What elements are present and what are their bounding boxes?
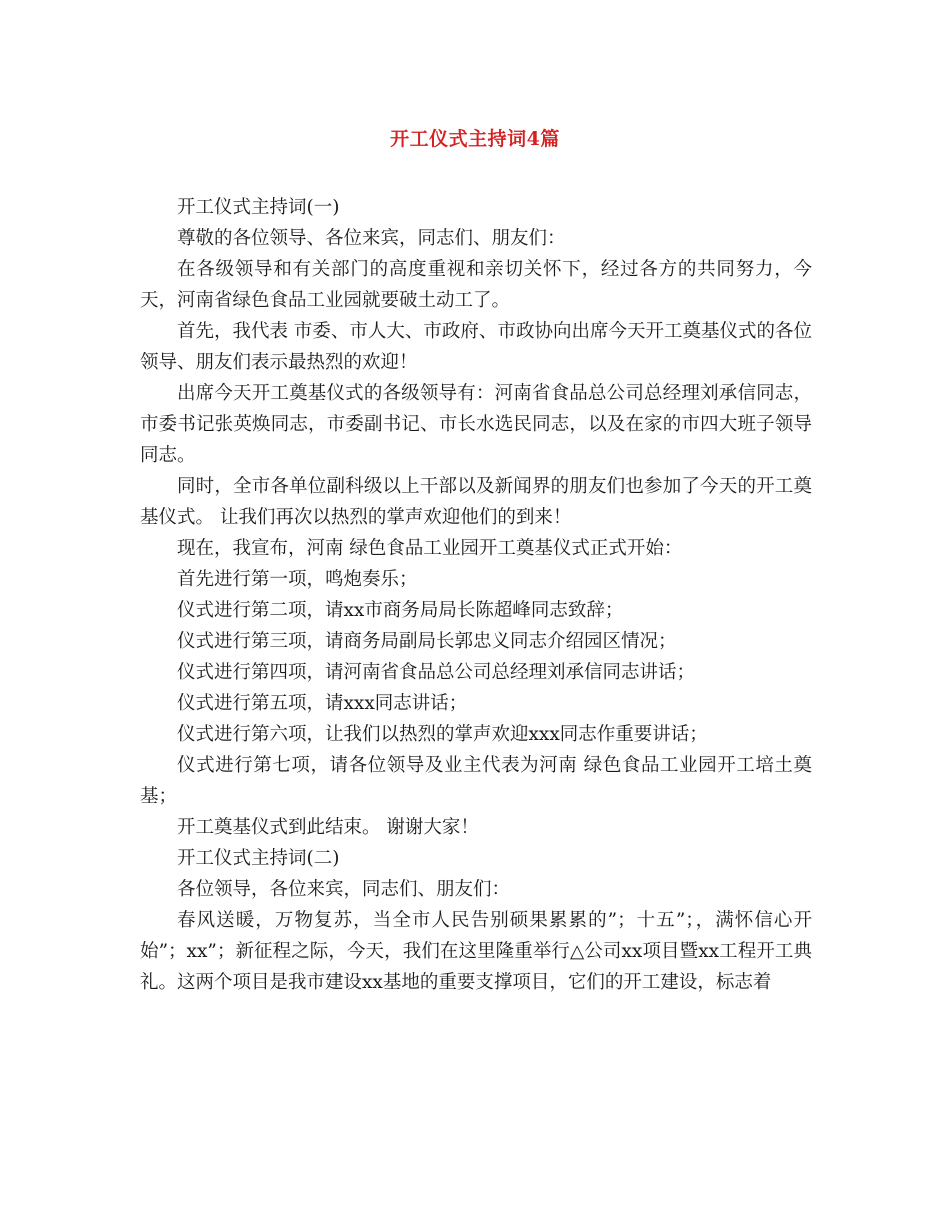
paragraph: 出席今天开工奠基仪式的各级领导有：河南省食品总公司总经理刘承信同志，市委书记张英焕同志，市委副书记、市长水选民同志，以及在家的市四大班子领导同志。 [140,383,812,466]
paragraph: 首先进行第一项，鸣炮奏乐； [177,569,418,590]
document-body [140,192,812,998]
paragraph: 首先，我代表 市委、市人大、市政府、市政协向出席今天开工奠基仪式的各位领导、朋友们表示最热烈的欢迎！ [140,321,812,373]
paragraph: 仪式进行第五项，请xxx同志讲话； [177,693,468,714]
paragraph: 在各级领导和有关部门的高度重视和亲切关怀下，经过各方的共同努力，今天，河南省绿色食品工业园就要破土动工了。 [140,259,812,311]
paragraph: 春风送暖，万物复苏，当全市人民告别硕果累累的”；十五”；，满怀信心开始”；xx”；新征程之际，今天，我们在这里隆重举行△公司xx项目暨xx工程开工典礼。这两个项目是我市建设xx基地的重要支撑项目，它们的开工建设，标志着 [140,910,812,993]
paragraph: 各位领导，各位来宾，同志们、朋友们： [177,879,511,900]
paragraph: 仪式进行第二项，请xx市商务局局长陈超峰同志致辞； [177,600,624,621]
document-title: 开工仪式主持词4篇 [390,128,560,150]
paragraph: 仪式进行第六项，让我们以热烈的掌声欢迎xxx同志作重要讲话； [177,724,708,745]
paragraph: 仪式进行第七项，请各位领导及业主代表为河南 绿色食品工业园开工培土奠基； [140,755,812,807]
paragraph: 开工奠基仪式到此结束。 谢谢大家！ [177,817,479,838]
paragraph: 开工仪式主持词(一) [177,197,340,218]
paragraph: 仪式进行第三项，请商务局副局长郭忠义同志介绍园区情况； [177,631,677,652]
paragraph: 现在，我宣布，河南 绿色食品工业园开工奠基仪式正式开始： [177,538,683,559]
paragraph: 开工仪式主持词(二) [177,848,340,869]
paragraph: 同时，全市各单位副科级以上干部以及新闻界的朋友们也参加了今天的开工奠基仪式。 让我们再次以热烈的掌声欢迎他们的到来！ [140,476,812,528]
paragraph: 仪式进行第四项，请河南省食品总公司总经理刘承信同志讲话； [177,662,696,683]
paragraph: 尊敬的各位领导、各位来宾，同志们、朋友们： [177,228,566,249]
